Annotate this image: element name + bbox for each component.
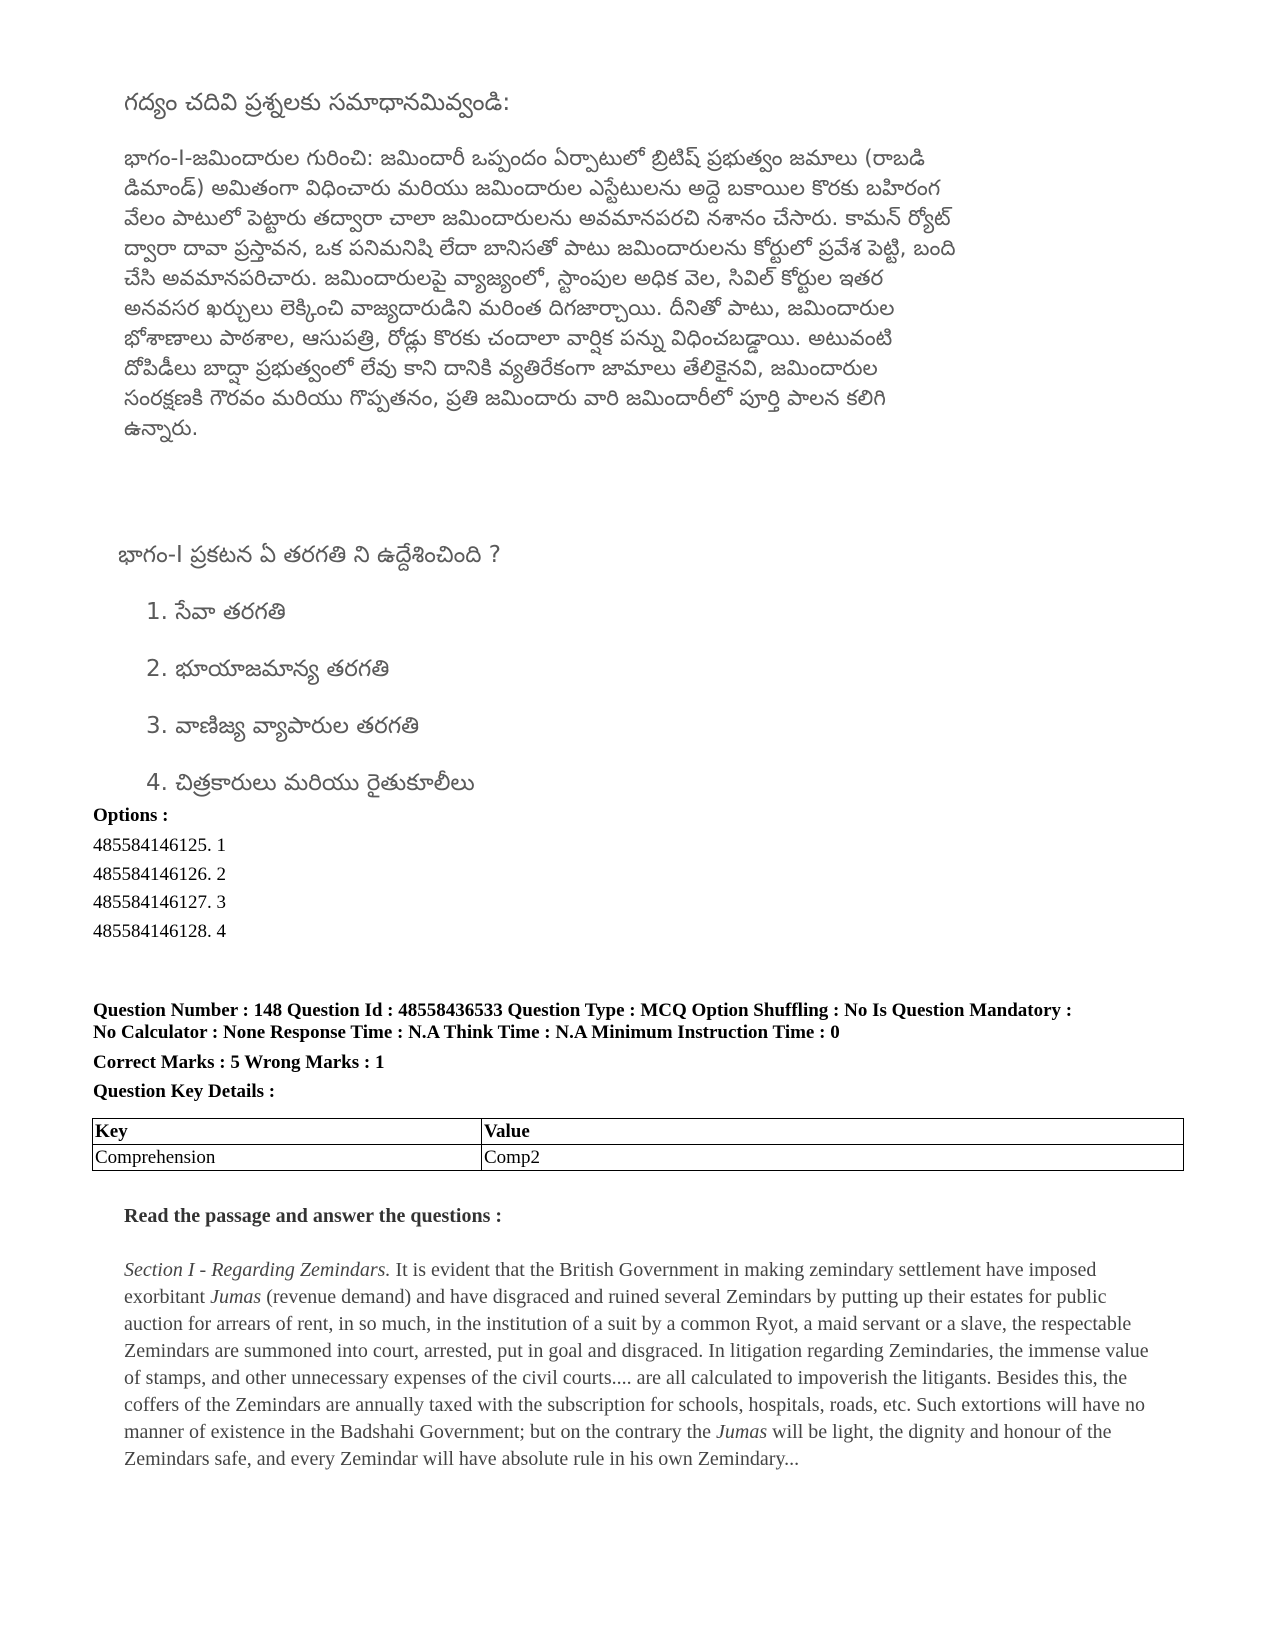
english-instruction: Read the passage and answer the questions : [124, 1205, 503, 1227]
jumas-term: Jumas [210, 1286, 262, 1308]
telugu-choice: 3. వాణిజ్య వ్యాపారుల తరగతి [146, 713, 420, 739]
options-list [93, 832, 226, 946]
option-item: 485584146126. 2 [93, 863, 226, 885]
section-label: Section I - Regarding Zemindars. [124, 1259, 391, 1281]
telugu-passage-line: డిమాండ్) అమితంగా విధించారు మరియు జమిందారుల ఎస్టేటులను అద్దె బకాయిల కొరకు బహిరంగ [124, 176, 941, 201]
question-meta-line-2: No Calculator : None Response Time : N.A Think Time : N.A Minimum Instruction Time : 0 [93, 1022, 840, 1043]
telugu-passage-line: అనవసర ఖర్చులు లెక్కించి వాజ్యదారుడిని మరింత దిగజార్చాయి. దీనితో పాటు, జమిందారుల [124, 296, 895, 321]
option-item: 485584146127. 3 [93, 892, 226, 913]
telugu-passage-line: చేసి అవమానపరిచారు. జమిందారులపై వ్యాజ్యంలో, స్టాంపుల అధిక వెల, సివిల్ కోర్టుల ఇతర [124, 266, 884, 291]
telugu-passage-line: భోశాణాలు పాఠశాల, ఆసుపత్రి, రోడ్లు కొరకు చందాలా వార్షిక పన్ను విధించబడ్డాయి. అటువంటి [124, 326, 893, 351]
marks-line: Correct Marks : 5 Wrong Marks : 1 [93, 1052, 385, 1073]
telugu-choice: 1. సేవా తరగతి [146, 599, 286, 625]
telugu-passage-line: ఉన్నారు. [124, 416, 199, 441]
table-row [93, 1145, 1184, 1171]
telugu-passage-line: ద్వారా దావా ప్రస్తావన, ఒక పనిమనిషి లేదా బానిసతో పాటు జమిందారులను కోర్టులో ప్రవేశ పెట్టి, బంది [124, 236, 956, 261]
key-details-table [92, 1118, 1184, 1171]
telugu-choice: 2. భూయాజమాన్య తరగతి [146, 656, 390, 682]
question-meta-line-1: Question Number : 148 Question Id : 48558436533 Question Type : MCQ Option Shuffling : No Is Question Mandatory : [93, 1000, 1073, 1021]
table-header-row [93, 1119, 1184, 1145]
table-cell-value: Comp2 [482, 1145, 1184, 1171]
passage-text: It is evident that the British Government in making zemindary settlement have imposed exorbitant [124, 1259, 1097, 1308]
table-header-key: Key [93, 1119, 482, 1145]
passage-text: (revenue demand) and have disgraced and ruined several Zemindars by putting up their estates for public auction for arrears of rent, in so much, in the institution of a suit by a common Ryot, a maid servant or a slave, the respectable Zemindars are summoned into court, arrested, put in goal and disgraced. In litigation regarding Zemindaries, the immense value of stamps, and other unnecessary expenses of the civil courts.... are all calculated to impoverish the litigants. Besides this, the coffers of the Zemindars are annually taxed with the subscription for schools, hospitals, roads, etc. Such extortions will have no manner of existence in the Badshahi Government; but on the contrary the [124, 1286, 1149, 1443]
table-header-value: Value [482, 1119, 1184, 1145]
table-cell-key: Comprehension [93, 1145, 482, 1171]
jumas-term: Jumas [716, 1421, 768, 1443]
telugu-passage-line: వేలం పాటులో పెట్టారు తద్వారా చాలా జమిందారులను అవమానపరచి నశానం చేసారు. కామన్ ర్యోట్ [124, 206, 951, 231]
key-details-heading: Question Key Details : [93, 1081, 276, 1102]
telugu-passage-line: సంరక్షణకి గౌరవం మరియు గొప్పతనం, ప్రతి జమిందారు వారి జమిందారీలో పూర్తి పాలన కలిగి [124, 386, 886, 411]
telugu-choice: 4. చిత్రకారులు మరియు రైతుకూలీలు [146, 770, 475, 796]
telugu-choices-list [146, 598, 475, 826]
telugu-passage [124, 144, 1104, 444]
telugu-question: భాగం-I ప్రకటన ఏ తరగతి ని ఉద్దేశించింది ? [118, 542, 501, 568]
options-heading: Options : [93, 805, 169, 826]
english-passage [124, 1257, 1164, 1473]
option-item: 485584146128. 4 [93, 920, 226, 942]
telugu-passage-line: భాగం-I-జమిందారుల గురించి: జమిందారీ ఒప్పందం ఏర్పాటులో బ్రిటిష్ ప్రభుత్వం జమాలు (రాబడి [124, 146, 925, 171]
telugu-instruction: గద్యం చదివి ప్రశ్నలకు సమాధానమివ్వండి: [124, 88, 511, 116]
passage-text: will be light, the dignity and honour of the Zemindars safe, and every Zemindar will have absolute rule in his own Zemindary... [124, 1421, 1112, 1470]
option-item: 485584146125. 1 [93, 835, 226, 856]
telugu-passage-line: దోపిడీలు బాద్షా ప్రభుత్వంలో లేవు కాని దానికి వ్యతిరేకంగా జామాలు తేలికైనవి, జమిందారుల [124, 356, 878, 381]
